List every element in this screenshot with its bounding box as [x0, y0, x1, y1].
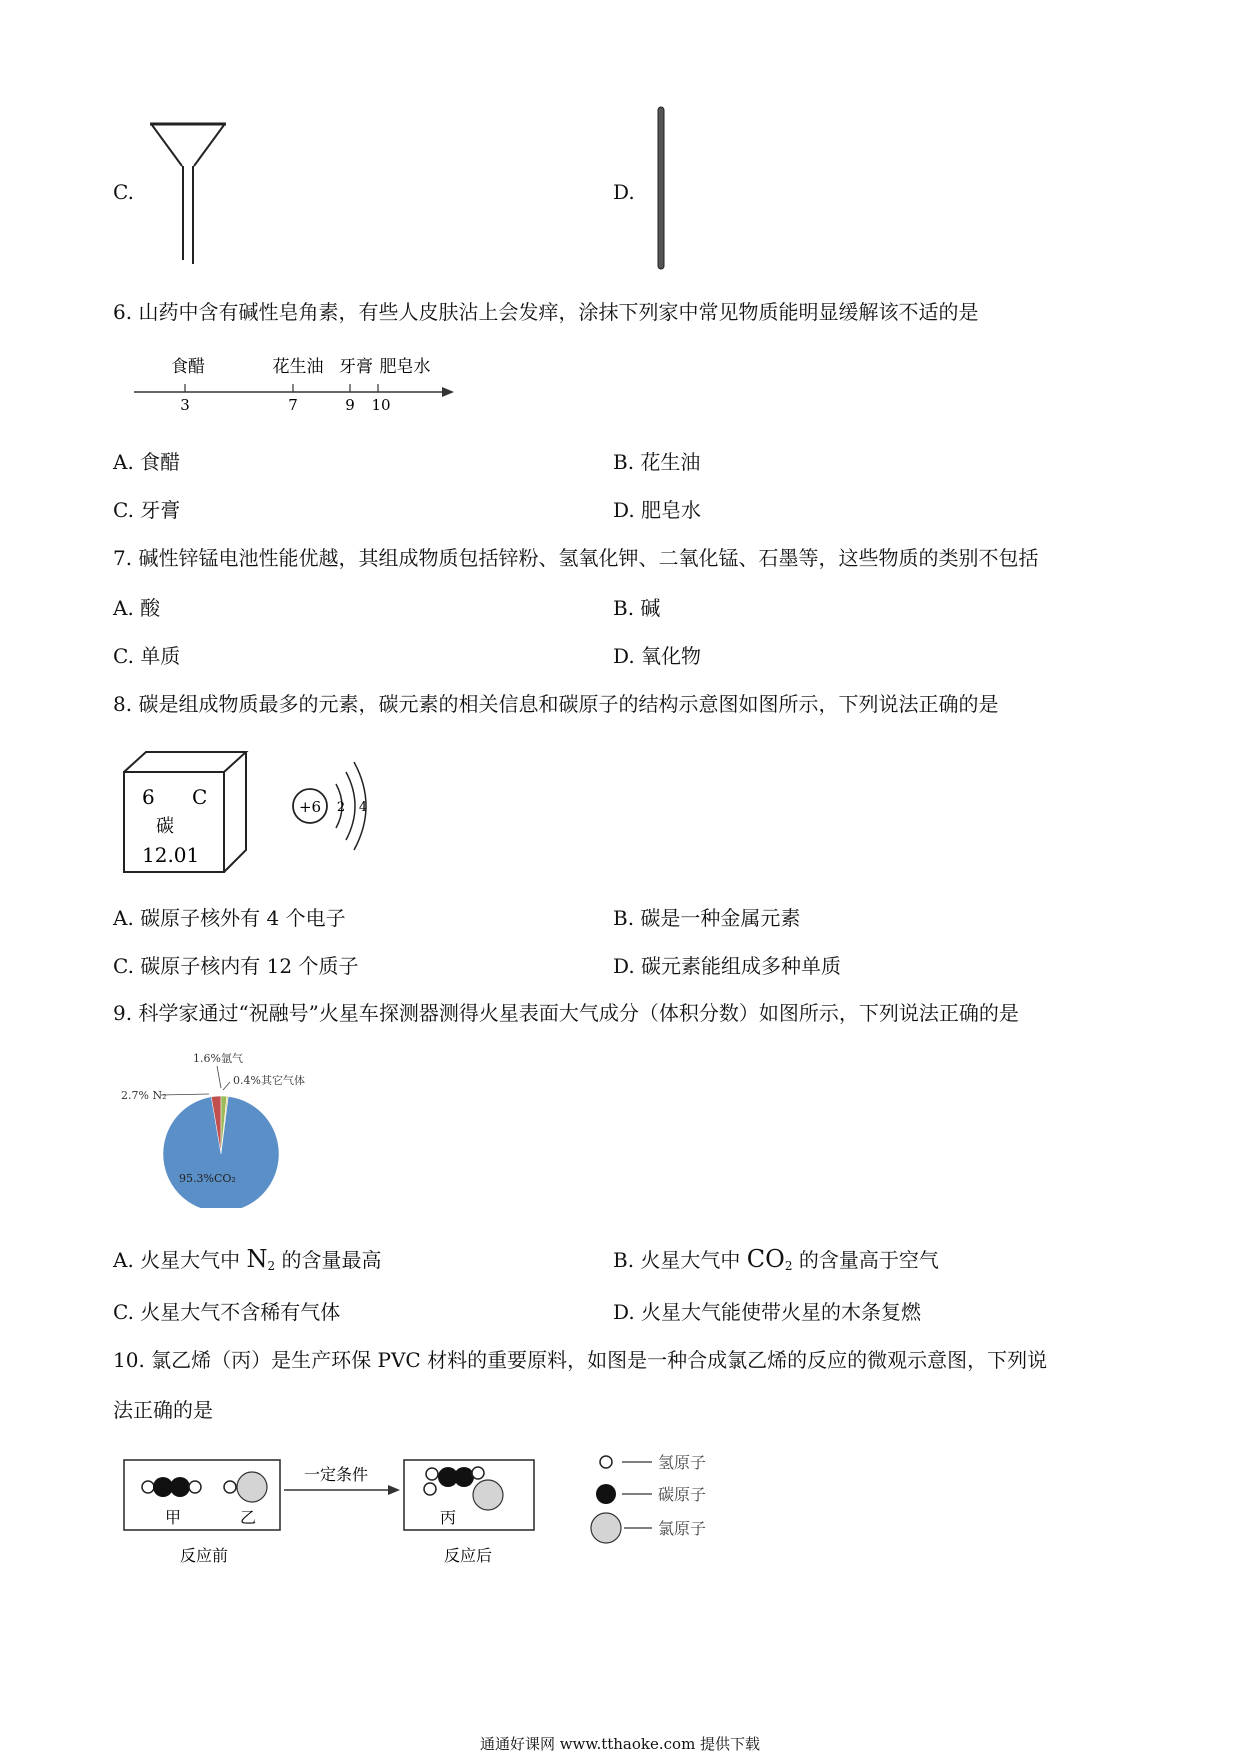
pie-label-other-gases: 0.4%其它气体 [233, 1074, 305, 1087]
q6-stem: 6. 山药中含有碱性皂角素，有些人皮肤沾上会发痒，涂抹下列家中常见物质能明显缓解该不适的是 [113, 300, 979, 324]
nucleus-charge: +6 [298, 798, 322, 816]
pie-label-co2: 95.3%CO₂ [179, 1172, 236, 1185]
q6-option-c: C. 牙膏 [113, 498, 181, 522]
label-after: 反应后 [443, 1546, 493, 1565]
legend-hydrogen: 氢原子 [658, 1453, 707, 1472]
scale-tick-9: 9 [345, 396, 355, 412]
page-footer: 通通好课网 www.tthaoke.com 提供下载 [479, 1735, 761, 1753]
reaction-micro-diagram [118, 1448, 758, 1568]
scale-tick-7: 7 [288, 396, 298, 412]
element-symbol: C [192, 785, 208, 809]
q6-option-a: A. 食醋 [113, 450, 181, 474]
label-yi: 乙 [239, 1508, 257, 1527]
label-bing: 丙 [439, 1508, 457, 1527]
carbon-atom-structure-figure [288, 756, 378, 856]
q8-option-c: C. 碳原子核内有 12 个质子 [113, 954, 359, 978]
shell-2-electrons: 4 [358, 800, 368, 815]
shell-1-electrons: 2 [336, 800, 346, 815]
legend-carbon: 碳原子 [658, 1485, 707, 1504]
q7-stem: 7. 碱性锌锰电池性能优越，其组成物质包括锌粉、氢氧化钾、二氧化锰、石墨等，这些物质的类别不包括 [113, 546, 1039, 570]
q5-option-c-label: C. [113, 180, 134, 204]
scale-label-peanut-oil: 花生油 [272, 357, 324, 377]
carbon-element-cell-figure [120, 748, 260, 878]
q6-option-d: D. 肥皂水 [613, 498, 702, 522]
q9-option-b: B. 火星大气中 $CO_2$ 的含量高于空气 [613, 1245, 939, 1273]
mars-atmosphere-pie-chart [115, 1048, 355, 1208]
q5-option-d-label: D. [613, 180, 635, 204]
pie-label-argon: 1.6%氩气 [193, 1052, 243, 1065]
glass-rod-figure [654, 106, 668, 270]
q6-option-b: B. 花生油 [613, 450, 701, 474]
label-before: 反应前 [179, 1546, 229, 1565]
q7-option-d: D. 氧化物 [613, 644, 702, 668]
q8-option-d: D. 碳元素能组成多种单质 [613, 954, 842, 978]
scale-label-vinegar: 食醋 [171, 357, 205, 377]
q7-option-b: B. 碱 [613, 596, 661, 620]
q8-stem: 8. 碳是组成物质最多的元素，碳元素的相关信息和碳原子的结构示意图如图所示，下列说法正确的是 [113, 692, 999, 716]
element-mass: 12.01 [142, 843, 200, 867]
q10-stem-line2: 法正确的是 [113, 1398, 213, 1422]
q9-stem: 9. 科学家通过“祝融号”火星车探测器测得火星表面大气成分（体积分数）如图所示，下列说法正确的是 [113, 1001, 1019, 1025]
scale-tick-3: 3 [180, 396, 190, 412]
q9-option-d: D. 火星大气能使带火星的木条复燃 [613, 1300, 922, 1324]
q7-option-c: C. 单质 [113, 644, 181, 668]
funnel-figure [148, 118, 228, 266]
q9-option-a: A. 火星大气中 $N_2$ 的含量最高 [113, 1245, 382, 1273]
element-number: 6 [142, 785, 155, 809]
scale-label-soap-water: 肥皂水 [379, 357, 431, 377]
legend-chlorine: 氯原子 [658, 1519, 707, 1538]
scale-label-toothpaste: 牙膏 [339, 357, 373, 377]
scale-tick-10: 10 [371, 396, 391, 412]
label-condition: 一定条件 [303, 1465, 369, 1484]
q8-option-a: A. 碳原子核外有 4 个电子 [113, 906, 346, 930]
ph-scale-figure [130, 350, 460, 412]
label-jia: 甲 [164, 1508, 182, 1527]
element-name: 碳 [156, 816, 174, 837]
pie-label-n2: 2.7% N₂ [121, 1089, 167, 1102]
q8-option-b: B. 碳是一种金属元素 [613, 906, 801, 930]
q9-option-c: C. 火星大气不含稀有气体 [113, 1300, 341, 1324]
q7-option-a: A. 酸 [113, 596, 161, 620]
q10-stem-line1: 10. 氯乙烯（丙）是生产环保 PVC 材料的重要原料，如图是一种合成氯乙烯的反应的微观示意图，下列说 [113, 1348, 1048, 1372]
